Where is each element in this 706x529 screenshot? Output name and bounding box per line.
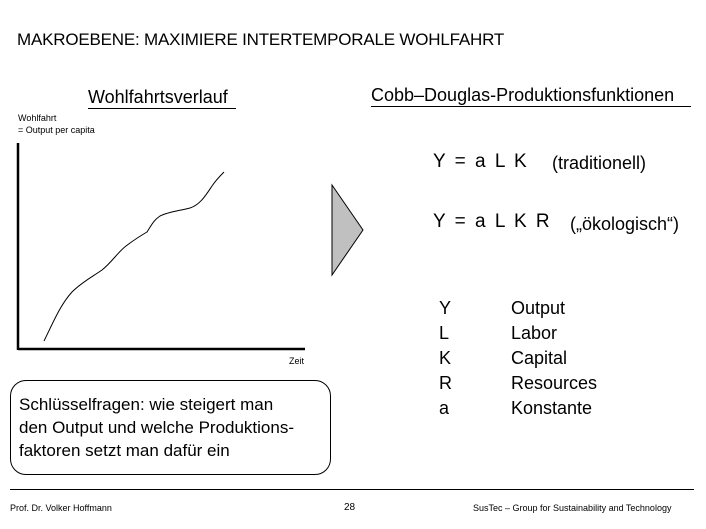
legend-meaning: Output [511,298,566,318]
legend-meaning: Labor [511,323,558,343]
legend-symbol: Y [439,298,452,318]
equation-ecological-note: („ökologisch“) [570,214,680,234]
key-question-box [10,380,331,475]
key-question-line: den Output und welche Produktions- [19,418,295,437]
legend-meanings [511,296,597,421]
equation-ecological: Y = a L K R [433,211,552,232]
x-axis-label: Zeit [289,356,305,366]
equation-traditional: Y = a L K [433,151,529,172]
legend-meaning: Capital [511,348,568,368]
footer-divider [10,489,694,490]
page-number: 28 [344,502,356,513]
funnel-arrow [332,185,363,275]
equation-traditional-note: (traditionell) [552,153,647,173]
page-title: MAKROEBENE: MAXIMIERE INTERTEMPORALE WOHLFAHRT [17,30,505,49]
heading-welfare-path: Wohlfahrtsverlauf [88,87,228,107]
heading-production-functions: Cobb–Douglas-Produktionsfunktionen [371,85,675,105]
legend-symbol: K [439,348,452,368]
legend-symbols [439,296,452,421]
welfare-curve [44,172,224,341]
y-axis-label: Wohlfahrt [18,113,57,123]
footer-author: Prof. Dr. Volker Hoffmann [10,503,112,513]
legend-meaning: Resources [511,373,598,393]
legend-symbol: L [439,323,450,343]
footer-organization: SusTec – Group for Sustainability and Technology [473,503,672,513]
legend-symbol: a [439,398,450,418]
legend-symbol: R [439,373,452,393]
y-axis-label-sub: = Output per capita [18,125,95,135]
key-question-line: faktoren setzt man dafür ein [19,441,230,460]
legend-meaning: Konstante [511,398,593,418]
key-question-line: Schlüsselfragen: wie steigert man [19,395,274,414]
